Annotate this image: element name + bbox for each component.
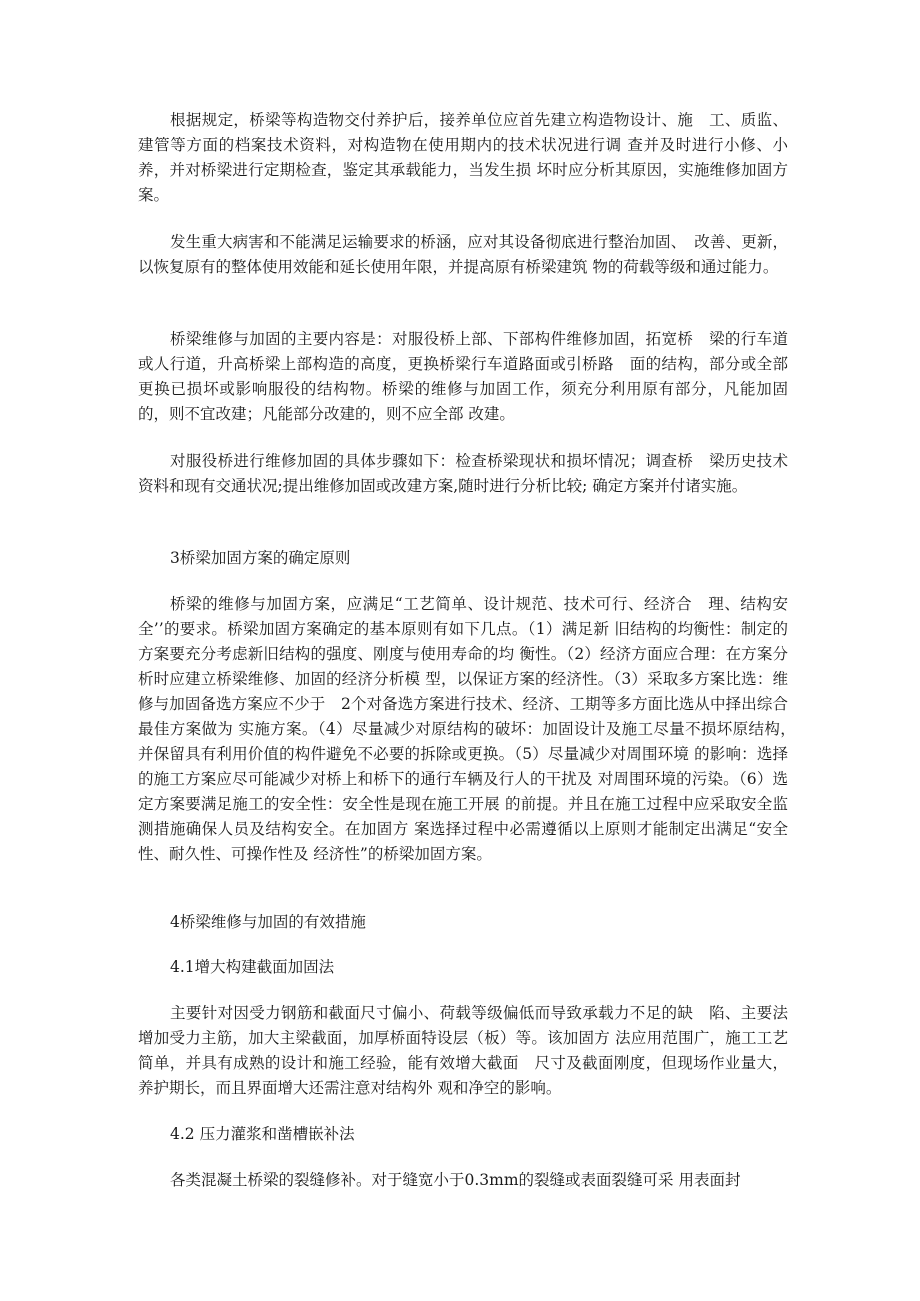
subsection-heading-4-1: 4.1增大构建截面加固法 bbox=[170, 958, 335, 976]
paragraph-crack-repair: 各类混凝土桥梁的裂缝修补。对于缝宽小于0.3mm的裂缝或表面裂缝可采 用表面封 bbox=[170, 1171, 741, 1189]
paragraph-maintenance-records: 根据规定，桥梁等构造物交付养护后，接养单位应首先建立构造物设计、施 工、质监、建管等方面的档案技术资料，对构造物在使用期内的技术状况进行调 查并及时进行小修、小养，并对桥梁进行定期检查，鉴定其承载能力，当发生损 坏时应分析其原因，实施维修加固方案。 bbox=[138, 111, 788, 204]
paragraph-enlarge-section: 主要针对因受力钢筋和截面尺寸偏小、荷载等级偏低而导致承载力不足的缺 陷、主要法增加受力主筋，加大主梁截面，加厚桥面特设层（板）等。该加固方 法应用范围广，施工工艺简单，并具有成熟的设计和施工经验，能有效增大截面 尺寸及截面刚度，但现场作业量大，养护期长，而且界面增大还需注意对结构外 观和净空的影响。 bbox=[138, 1004, 788, 1097]
paragraph-principles: 桥梁的维修与加固方案，应满足“工艺简单、设计规范、技术可行、经济合 理、结构安全’’的要求。桥梁加固方案确定的基本原则有如下几点。（1）满足新 旧结构的均衡性：制定的方案要充分考虑新旧结构的强度、刚度与使用寿命的均 衡性。（2）经济方面应合理：在方案分析时应建立桥梁维修、加固的经济分析模 型，以保证方案的经济性。（3）采取多方案比选：维修与加固备选方案应不少于 2个对备选方案进行技术、经济、工期等多方面比选从中择出综合最佳方案做为 实施方案。（4）尽量减少对原结构的破坏：加固设计及施工尽量不损坏原结构， 并保留具有利用价值的构件避免不必要的拆除或更换。（5）尽量减少对周围环境 的影响：选择的施工方案应尽可能减少对桥上和桥下的通行车辆及行人的干扰及 对周围环境的污染。（6）选定方案要满足施工的安全性：安全性是现在施工开展 的前提。并且在施工过程中应采取安全监测措施确保人员及结构安全。在加固方 案选择过程中必需遵循以上原则才能制定出满足“安全性、耐久性、可操作性及 经济性”的桥梁加固方案。 bbox=[138, 595, 804, 863]
paragraph-main-content: 桥梁维修与加固的主要内容是：对服役桥上部、下部构件维修加固，拓宽桥 梁的行车道或人行道，升高桥梁上部构造的高度，更换桥梁行车道路面或引桥路 面的结构，部分或全部更换已损坏或影响服役的结构物。桥梁的维修与加固工作，须充分利用原有部分，凡能加固的，则不宜改建；凡能部分改建的，则不应全部 改建。 bbox=[138, 330, 788, 423]
paragraph-steps: 对服役桥进行维修加固的具体步骤如下：检查桥梁现状和损坏情况；调查桥 梁历史技术资料和现有交通状况;提出维修加固或改建方案,随时进行分析比较; 确定方案并付诸实施。 bbox=[138, 452, 788, 495]
section-heading-4: 4桥梁维修与加固的有效措施 bbox=[170, 913, 366, 931]
subsection-heading-4-2: 4.2 压力灌浆和凿槽嵌补法 bbox=[170, 1125, 355, 1143]
paragraph-major-damage: 发生重大病害和不能满足运输要求的桥涵，应对其设备彻底进行整治加固、 改善、更新，以恢复原有的整体使用效能和延长使用年限，并提高原有桥梁建筑 物的荷载等级和通过能力。 bbox=[138, 233, 788, 276]
section-heading-3: 3桥梁加固方案的确定原则 bbox=[170, 549, 351, 567]
